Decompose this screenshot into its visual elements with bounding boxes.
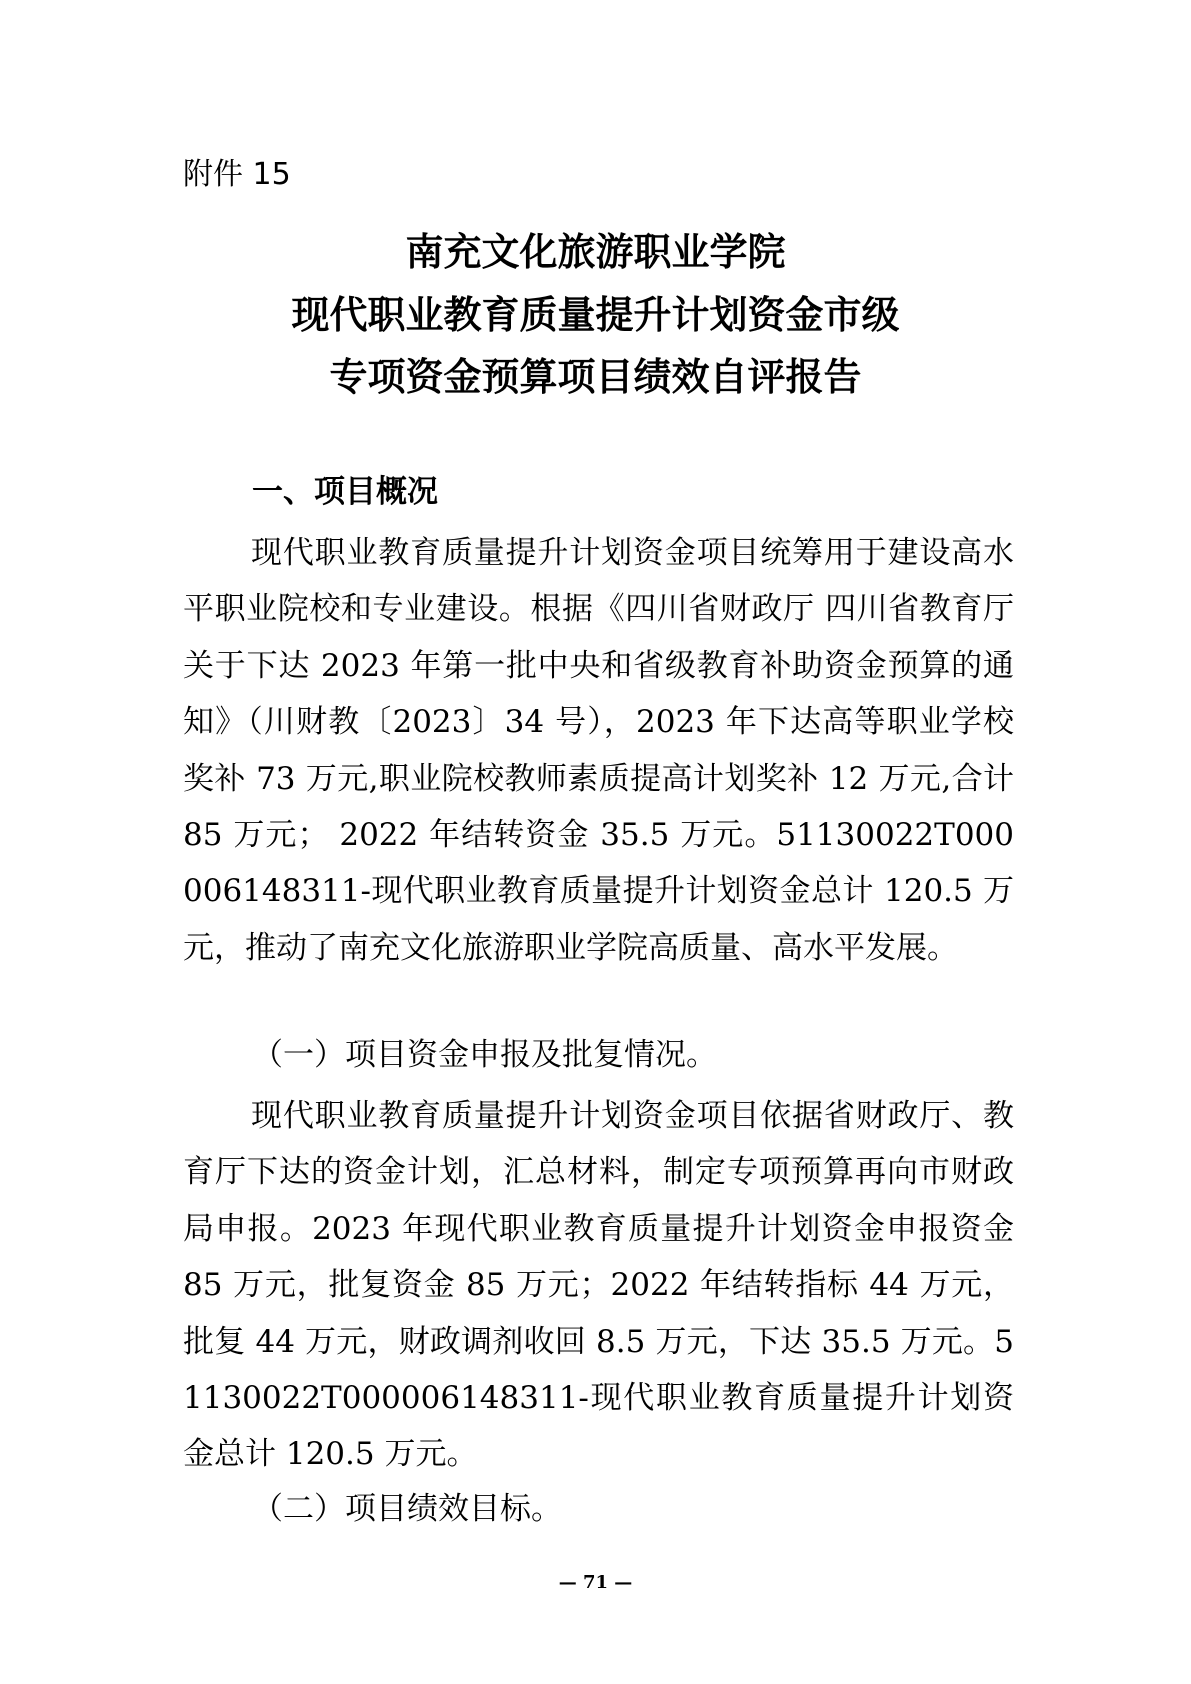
funding-paragraph: 现代职业教育质量提升计划资金项目依据省财政厅、教育厅下达的资金计划，汇总材料，制定专项预算再向市财政局申报。2023 年现代职业教育质量提升计划资金申报资金 85 万元，批复资金 85 万元；2022 年结转指标 44 万元，批复 44 万元，财政调剂收回 8.5 万元，下达 35.5 万元。51130022T000006148311-现代职业教育质量提升计划资金总计 120.5 万元。 xyxy=(183,1098,1014,1473)
section-heading-overview: 一、项目概况 xyxy=(252,474,438,510)
page-number: — 71 — xyxy=(558,1572,633,1593)
overview-paragraph: 现代职业教育质量提升计划资金项目统筹用于建设高水平职业院校和专业建设。根据《四川省财政厅 四川省教育厅关于下达 2023 年第一批中央和省级教育补助资金预算的通知》（川财教〔2023〕34 号），2023 年下达高等职业学校奖补 73 万元,职业院校教师素质提高计划奖补 12 万元,合计 85 万元； 2022 年结转资金 35.5 万元。51130022T000006148311-现代职业教育质量提升计划资金总计 120.5 万元，推动了南充文化旅游职业学院高质量、高水平发展。 xyxy=(183,535,1014,966)
subsection-heading-funding: （一）项目资金申报及批复情况。 xyxy=(252,1037,717,1073)
title-line-2: 现代职业教育质量提升计划资金市级 xyxy=(291,292,900,337)
title-line-3: 专项资金预算项目绩效自评报告 xyxy=(329,354,862,399)
title-line-1: 南充文化旅游职业学院 xyxy=(405,229,786,274)
subsection-heading-goals: （二）项目绩效目标。 xyxy=(252,1491,562,1527)
attachment-label: 附件 15 xyxy=(183,157,291,192)
